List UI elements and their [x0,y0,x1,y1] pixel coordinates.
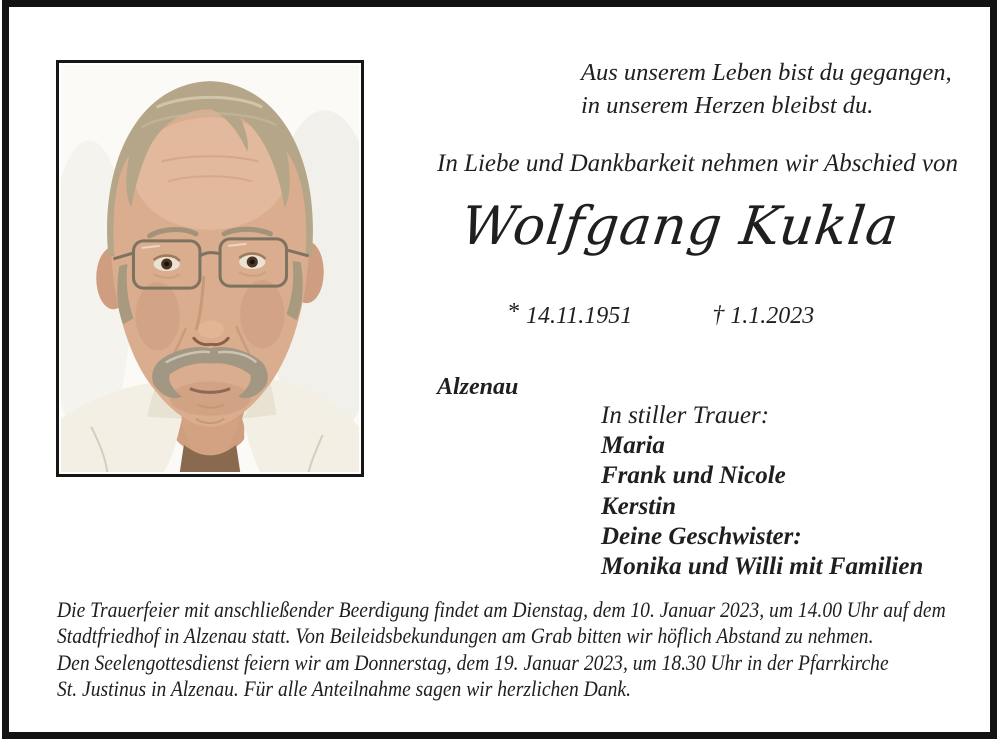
deceased-name: Wolfgang Kukla [457,196,903,257]
announcement-line: Stadtfriedhof in Alzenau statt. Von Beileidsbekundungen am Grab bitten wir höflich Abstand zu nehmen. [57,623,874,649]
mourner-name: Maria [601,432,665,460]
announcement-line: St. Justinus in Alzenau. Für alle Anteilnahme sagen wir herzlichen Dank. [57,676,631,702]
birth-date [507,299,633,330]
life-dates [507,299,815,330]
epigraph [581,56,952,122]
mourning-header: In stiller Trauer: [601,402,770,429]
mourner-name: Kerstin [601,492,677,520]
mourner-name: Deine Geschwister: [601,522,802,550]
funeral-announcement [57,597,1000,703]
mourning-list [601,401,923,582]
place-name: Alzenau [437,374,519,400]
death-cross-icon: † [712,302,725,328]
birth-date-value: 14.11.1951 [526,303,633,329]
death-date [712,303,814,330]
epigraph-line-1: Aus unserem Leben bist du gegangen, [581,59,952,86]
epigraph-line-2: in unserem Herzen bleibst du. [581,92,874,119]
announcement-line: Die Trauerfeier mit anschließender Beerdigung findet am Dienstag, dem 10. Januar 2023, um 14.00 Uhr auf dem [57,597,946,622]
portrait-photo [56,60,364,477]
mourner-name: Monika und Willi mit Familien [601,553,924,581]
farewell-intro: In Liebe und Dankbarkeit nehmen wir Abschied von [437,150,958,177]
announcement-line: Den Seelengottesdienst feiern wir am Donnerstag, dem 19. Januar 2023, um 18.30 Uhr in der Pfarrkirche [57,649,889,675]
death-date-value: 1.1.2023 [730,303,815,329]
mourner-name: Frank und Nicole [601,462,786,490]
portrait-illustration [61,65,359,472]
birth-star-icon: * [507,299,519,325]
